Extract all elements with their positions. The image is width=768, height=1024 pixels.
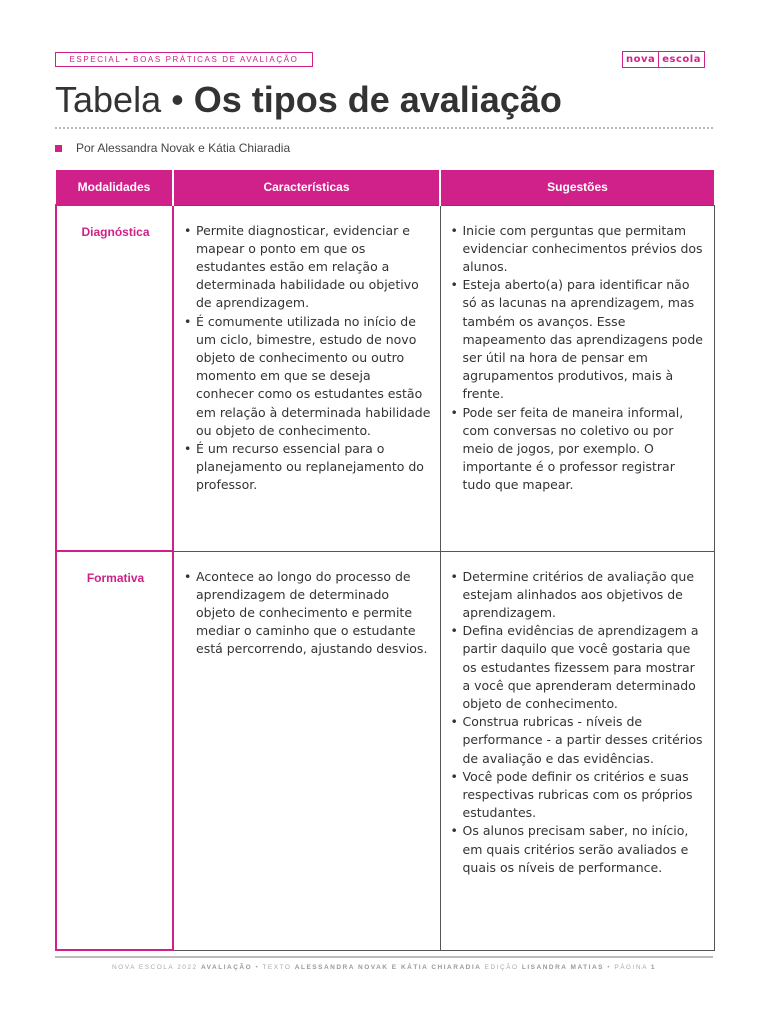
list-item: • Defina evidências de aprendizagem a partir daquilo que você gostaria que os estudantes fizessem para mostrar a você que aprenderam determinado objeto de conhecimento. (451, 622, 706, 713)
evaluation-types-table (55, 170, 715, 951)
logo-part-nova: nova (623, 52, 658, 67)
list-item: • Determine critérios de avaliação que estejam alinhados aos objetivos de aprendizagem. (451, 568, 706, 623)
list-item: • Acontece ao longo do processo de aprendizagem de determinado objeto de conhecimento e permite mediar o caminho que o estudante está percorrendo, ajustando desvios. (184, 568, 432, 659)
footer-text: LISANDRA MATIAS (521, 964, 604, 971)
list-item: • Construa rubricas - níveis de performance - a partir desses critérios de avaliação e das evidências. (451, 713, 706, 768)
table-header-row (56, 170, 714, 205)
page-number: 1 (650, 964, 657, 971)
list-item: • Esteja aberto(a) para identificar não só as lacunas na aprendizagem, mas também os avanços. Esse mapeamento das aprendizagens pode ser útil na hora de pensar em agrupamentos produtivos, mais à frente. (451, 276, 706, 403)
footer-divider (55, 956, 713, 958)
list-item: • Inicie com perguntas que permitam evidenciar conhecimentos prévios dos alunos. (451, 222, 706, 277)
modality-cell: Formativa (56, 551, 173, 950)
byline-square-icon (55, 145, 62, 152)
list-item: • Você pode definir os critérios e suas respectivas rubricas com os próprios estudantes. (451, 768, 706, 823)
modality-cell: Diagnóstica (56, 205, 173, 551)
column-header-modalidades: Modalidades (56, 170, 173, 205)
list-item: • É um recurso essencial para o planejamento ou replanejamento do professor. (184, 440, 432, 495)
page-title (55, 78, 562, 122)
footer-text: AVALIAÇÃO (200, 964, 253, 971)
characteristics-list (184, 222, 432, 495)
list-item: • Permite diagnosticar, evidenciar e mapear o ponto em que os estudantes estão em relação a determinada habilidade ou objetivo de aprendizagem. (184, 222, 432, 313)
section-tag: ESPECIAL • BOAS PRÁTICAS DE AVALIAÇÃO (55, 52, 313, 67)
list-item: • Os alunos precisam saber, no início, em quais critérios serão avaliados e quais os níveis de performance. (451, 822, 706, 877)
column-header-sugestoes: Sugestões (440, 170, 714, 205)
characteristics-list (184, 568, 432, 659)
title-main: Os tipos de avaliação (193, 79, 562, 120)
byline (55, 141, 290, 155)
byline-text: Por Alessandra Novak e Kátia Chiaradia (76, 141, 291, 155)
dotted-divider (55, 127, 713, 129)
page-footer (0, 964, 768, 971)
suggestions-list (451, 568, 706, 877)
characteristics-cell (173, 205, 440, 551)
footer-text: ALESSANDRA NOVAK E KÁTIA CHIARADIA (294, 964, 482, 971)
logo-part-escola: escola (658, 52, 704, 67)
footer-text: EDIÇÃO (481, 964, 522, 971)
list-item: • É comumente utilizada no início de um ciclo, bimestre, estudo de novo objeto de conhecimento ou outro momento em que se deseja conhecer como os estudantes estão em relação à determinada habilidade ou objeto de conhecimento. (184, 313, 432, 440)
footer-text: • PÁGINA (603, 964, 651, 971)
list-item: • Pode ser feita de maneira informal, com conversas no coletivo ou por meio de jogos, por exemplo. O importante é o professor registrar tudo que mapear. (451, 404, 706, 495)
table-row (56, 205, 714, 551)
suggestions-cell (440, 205, 714, 551)
title-prefix: Tabela • (55, 79, 194, 120)
footer-text: NOVA ESCOLA 2022 (111, 964, 201, 971)
nova-escola-logo (622, 51, 705, 68)
footer-text: • TEXTO (252, 964, 295, 971)
characteristics-cell (173, 551, 440, 950)
column-header-caracteristicas: Características (173, 170, 440, 205)
suggestions-list (451, 222, 706, 495)
suggestions-cell (440, 551, 714, 950)
table-row (56, 551, 714, 950)
